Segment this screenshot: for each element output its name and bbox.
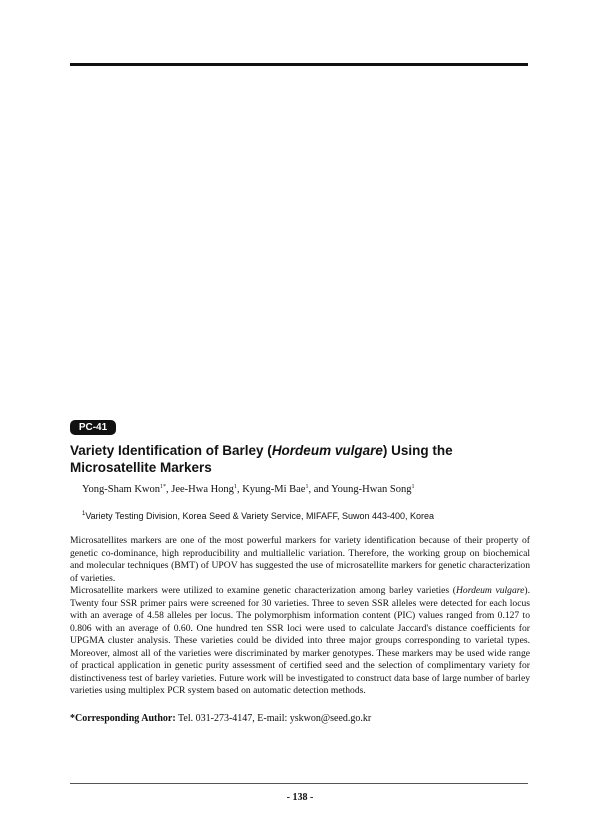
corresponding-author xyxy=(70,713,371,724)
author-affiliation-mark: 1 xyxy=(233,484,237,490)
title-text: Variety Identification of Barley ( xyxy=(70,443,272,458)
affiliation-mark: 1 xyxy=(82,511,86,517)
author-affiliation-mark: 1* xyxy=(160,484,166,490)
author-affiliation-mark: 1 xyxy=(411,484,415,490)
title-species: Hordeum vulgare xyxy=(271,443,383,458)
author-name: Young-Hwan Song xyxy=(331,484,412,495)
abstract-text: ). Twenty four SSR primer pairs were screened for 30 varieties. Three to seven SSR alleles were detected for each locus with an average of 4.58 alleles per locus. The polymorphism information content (PIC) values ranged from 0.127 to 0.806 with an average of 0.60. One hundred ten SSR loci were used to calculate Jaccard's distance coefficients for UPGMA cluster analysis. These varieties could be divided into three major groups corresponding to varietal types. Moreover, almost all of the varieties were discriminated by marker genotypes. These markers may be used wide range of practical application in genetic purity assessment of certified seed and the selection of complimentary variety for distinctiveness test of barley varieties. Future work will be investigated to construct data base of large number of barley varieties using multiplex PCR system based on automatic detection methods. xyxy=(70,585,531,696)
affiliation xyxy=(82,511,434,521)
title-text-end: ) Using the Microsatellite Markers xyxy=(70,443,453,475)
affiliation-text: Variety Testing Division, Korea Seed & Variety Service, MIFAFF, Suwon 443-400, Korea xyxy=(85,511,435,521)
session-badge: PC-41 xyxy=(70,420,116,435)
abstract-text: Microsatellite markers were utilized to examine genetic characterization among barley varieties ( xyxy=(70,585,456,596)
author-name: Yong-Sham Kwon xyxy=(82,484,160,495)
author-affiliation-mark: 1 xyxy=(305,484,309,490)
abstract-species: Hordeum vulgare xyxy=(455,585,525,596)
corresponding-label: *Corresponding Author: xyxy=(70,713,176,724)
bottom-rule xyxy=(70,783,528,784)
corresponding-contact: Tel. 031-273-4147, E-mail: yskwon@seed.go.kr xyxy=(175,713,372,724)
top-rule xyxy=(70,63,528,66)
author-list xyxy=(82,484,414,495)
author-name: Kyung-Mi Bae xyxy=(242,484,306,495)
abstract-paragraph: Microsatellites markers are one of the most powerful markers for variety identification because of their property of genetic co-dominance, high reproducibility and multiallelic variation. Therefore, the working group on biochemical and molecular techniques (BMT) of UPOV has suggested the use of microsatellite markers for genetic characterization of varieties. xyxy=(70,535,530,584)
paper-title xyxy=(70,442,530,476)
author-name: Jee-Hwa Hong xyxy=(171,484,234,495)
abstract-paragraph xyxy=(70,585,530,698)
author-separator: , xyxy=(166,484,172,495)
abstract xyxy=(70,535,530,698)
author-separator: , xyxy=(236,484,243,495)
author-separator: , and xyxy=(308,484,332,495)
page-number: - 138 - xyxy=(286,792,314,803)
